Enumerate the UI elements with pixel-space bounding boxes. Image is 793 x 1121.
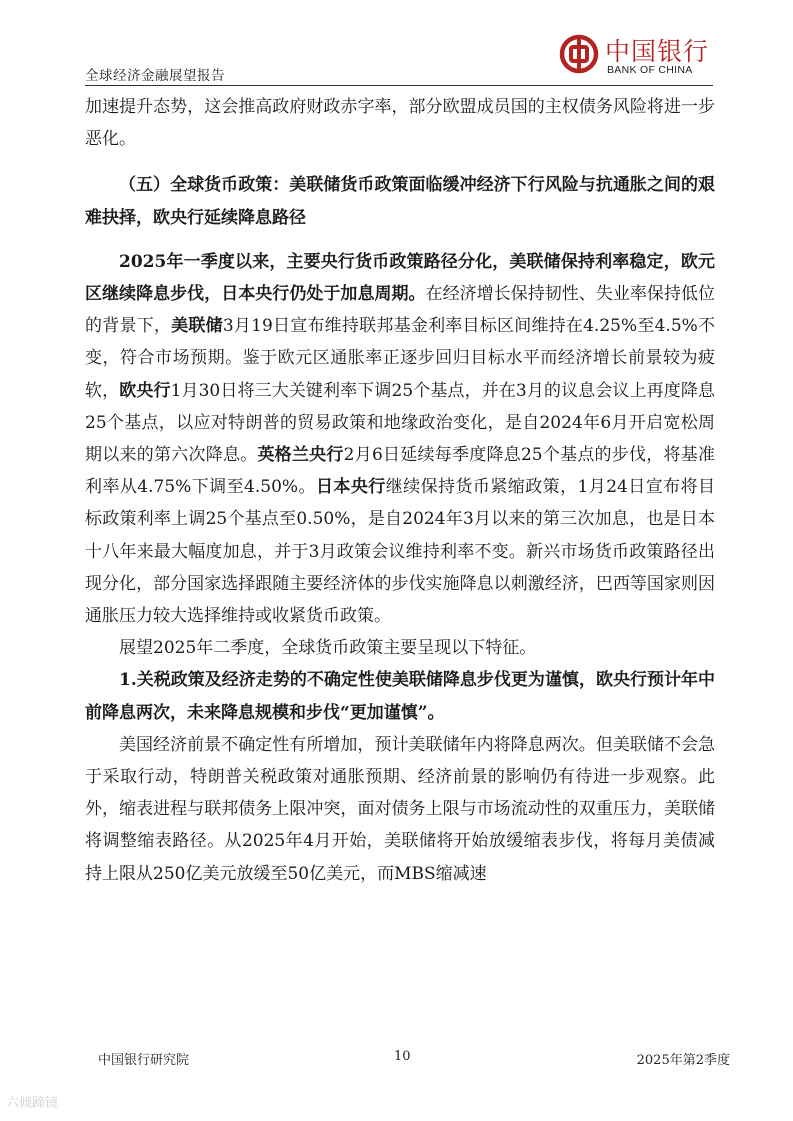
bank-of-china-logo [559, 32, 713, 80]
text-run: 继续保持货币紧缩政策，1月24日宣布将目标政策利率上调25个基点至0.50%，是自2024年3月以来的第三次加息，也是日本十八年来最大幅度加息，并于3月政策会议维持利率不变。新兴市场货币政策路径出现分化，部分国家选择跟随主要经济体的步伐实施降息以刺激经济，巴西等国家则因通胀压力较大选择维持或收紧货币政策。 [85, 477, 716, 627]
header-divider [85, 85, 713, 86]
term-boj: 日本央行 [315, 477, 386, 498]
paragraph-continued: 加速提升态势，这会推高政府财政赤字率，部分欧盟成员国的主权债务风险将进一步恶化。 [85, 97, 715, 150]
paragraph-fed-outlook: 美国经济前景不确定性有所增加，预计美联储年内将降息两次。但美联储不会急于采取行动，特朗普关税政策对通胀预期、经济前景的影响仍有待进一步观察。此外，缩表进程与联邦债务上限冲突，面对债务上限与市场流动性的双重压力，美联储将调整缩表路径。从2025年4月开始，美联储将开始放缓缩表步伐，将每月美债减持上限从250亿美元放缓至50亿美元，而MBS缩减速 [85, 734, 715, 884]
report-title: 全球经济金融展望报告 [85, 68, 225, 84]
term-fed: 美联储 [171, 316, 223, 337]
text-run: 在经济增长保持韧性、失业率保持低位的背景下， [85, 284, 716, 337]
footer-period: 2025年第2季度 [636, 1053, 730, 1068]
page-header [85, 32, 713, 84]
paragraph-outlook: 展望2025年二季度，全球货币政策主要呈现以下特征。 [119, 638, 537, 659]
report-body [85, 91, 715, 890]
boc-emblem-icon [559, 34, 599, 74]
logo-chinese-name: 中国银行 [605, 37, 710, 66]
term-boe: 英格兰央行 [257, 445, 344, 466]
text-run: 3月19日宣布维持联邦基金利率目标区间维持在4.25%至4.5%不变，符合市场预期。鉴于欧元区通胀率正逐步回归目标水平而经济增长前景较为疲软， [85, 316, 716, 401]
paragraph-lead-summary: 2025年一季度以来，主要央行货币政策路径分化，美联储保持利率稳定，欧元区继续降息步伐，日本央行仍处于加息周期。 [85, 251, 715, 305]
page-number: 10 [394, 1049, 411, 1064]
paragraph-central-banks [85, 246, 715, 632]
footer-institute: 中国银行研究院 [98, 1053, 190, 1068]
text-run: 1月30日将三大关键利率下调25个基点，并在3月的议息会议上再度降息25个基点，以应对特朗普的贸易政策和地缘政治变化，是自2024年6月开启宽松周期以来的第六次降息。 [85, 380, 715, 466]
term-ecb: 欧央行 [119, 380, 171, 401]
subheading-1: 1.关税政策及经济走势的不确定性使美联储降息步伐更为谨慎，欧央行预计年中前降息两次，未来降息规模和步伐“更加谨慎”。 [85, 670, 715, 723]
text-run: 2月6日延续每季度降息25个基点的步伐，将基准利率从4.75%下调至4.50%。 [85, 445, 716, 498]
logo-english-name: BANK OF CHINA [607, 64, 693, 76]
section-heading-5: （五）全球货币政策：美联储货币政策面临缓冲经济下行风险与抗通胀之间的艰难抉择，欧央行延续降息路径 [85, 175, 715, 228]
watermark-logo: 六倾蹄镜 [6, 1096, 59, 1111]
